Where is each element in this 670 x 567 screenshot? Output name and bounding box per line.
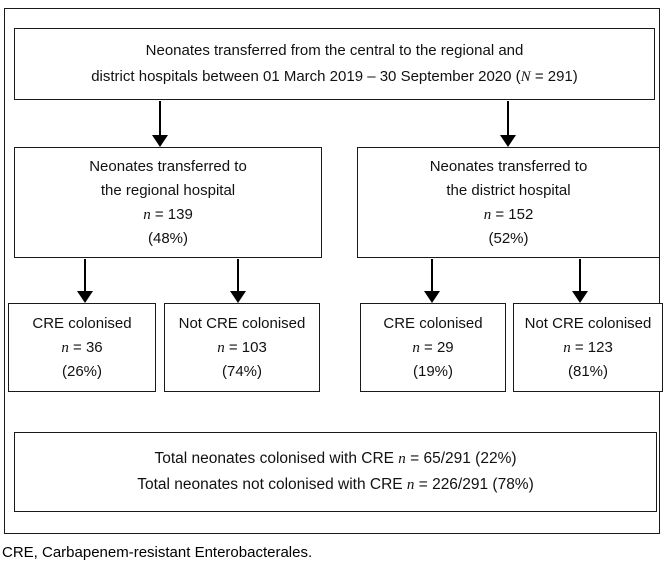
box-text: = 226/291 (78%): [414, 476, 534, 493]
arrow-down: [500, 101, 516, 147]
italic-n: n: [61, 339, 69, 356]
box-line: [430, 155, 588, 179]
arrow-shaft: [84, 259, 86, 291]
italic-n: n: [143, 206, 151, 223]
district-hospital-box: [357, 147, 660, 258]
box-line: [563, 336, 613, 360]
regional-not-cre-box: [164, 303, 320, 392]
caption-text: CRE, Carbapenem-resistant Enterobacterales.: [2, 544, 313, 561]
italic-N: N: [520, 69, 531, 85]
box-line: [154, 446, 516, 472]
box-line: [143, 203, 193, 227]
n-value: = 139: [150, 205, 193, 223]
arrow-shaft: [159, 101, 161, 135]
italic-n: n: [217, 339, 225, 356]
box-line: [146, 38, 524, 64]
box-text: Total neonates colonised with CRE: [154, 450, 399, 467]
box-line: [179, 312, 306, 336]
box-text: CRE colonised: [32, 314, 132, 332]
italic-n: n: [412, 339, 420, 356]
box-text: Neonates transferred from the central to the regional and: [145, 42, 524, 59]
arrow-down: [77, 259, 93, 303]
arrow-shaft: [237, 259, 239, 291]
box-line: [525, 312, 652, 336]
regional-cre-box: [8, 303, 156, 392]
box-line: [217, 336, 267, 360]
box-text: CRE colonised: [383, 314, 483, 332]
box-text: = 291): [530, 68, 578, 85]
n-value: = 29: [419, 338, 454, 356]
box-text: Neonates transferred to: [89, 157, 247, 175]
box-line: [62, 360, 102, 384]
arrow-down: [152, 101, 168, 147]
box-line: [137, 472, 534, 498]
percentage: (74%): [221, 362, 262, 380]
n-value: = 36: [68, 338, 103, 356]
arrowhead-icon: [424, 291, 440, 303]
percentage: (19%): [412, 362, 453, 380]
box-text: Not CRE colonised: [524, 314, 652, 332]
box-line: [412, 336, 453, 360]
box-text: district hospitals between 01 March 2019 – 30 September 2020 (: [91, 68, 521, 85]
italic-n: n: [563, 339, 571, 356]
arrow-shaft: [507, 101, 509, 135]
percentage: (52%): [488, 229, 529, 247]
regional-hospital-box: [14, 147, 322, 258]
box-line: [61, 336, 102, 360]
n-value: = 152: [491, 205, 534, 223]
arrowhead-icon: [230, 291, 246, 303]
arrow-shaft: [579, 259, 581, 291]
box-text: the district hospital: [446, 181, 571, 199]
box-line: [101, 179, 235, 203]
district-not-cre-box: [513, 303, 663, 392]
percentage: (26%): [61, 362, 102, 380]
source-population-box: [14, 28, 655, 100]
arrow-down: [230, 259, 246, 303]
box-text: Not CRE colonised: [178, 314, 306, 332]
italic-n: n: [406, 477, 415, 493]
district-cre-box: [360, 303, 506, 392]
n-value: = 103: [224, 338, 267, 356]
italic-n: n: [483, 206, 492, 223]
box-line: [446, 179, 570, 203]
box-line: [484, 203, 534, 227]
box-line: [148, 227, 188, 251]
n-value: = 123: [570, 338, 613, 356]
box-line: [222, 360, 262, 384]
box-text: Neonates transferred to: [429, 157, 588, 175]
box-text: the regional hospital: [100, 181, 236, 199]
arrowhead-icon: [500, 135, 516, 147]
arrowhead-icon: [152, 135, 168, 147]
box-line: [413, 360, 453, 384]
arrow-down: [424, 259, 440, 303]
box-line: [32, 312, 131, 336]
box-line: [568, 360, 608, 384]
figure-caption: [2, 543, 312, 563]
arrow-shaft: [431, 259, 433, 291]
box-line: [89, 155, 247, 179]
box-text: = 65/291 (22%): [405, 450, 517, 467]
box-line: [383, 312, 482, 336]
arrowhead-icon: [572, 291, 588, 303]
percentage: (48%): [147, 229, 188, 247]
box-text: Total neonates not colonised with CRE: [137, 476, 407, 493]
box-line: [488, 227, 528, 251]
percentage: (81%): [567, 362, 608, 380]
italic-n: n: [398, 451, 406, 467]
arrowhead-icon: [77, 291, 93, 303]
totals-box: [14, 432, 657, 512]
arrow-down: [572, 259, 588, 303]
box-line: [91, 64, 578, 90]
